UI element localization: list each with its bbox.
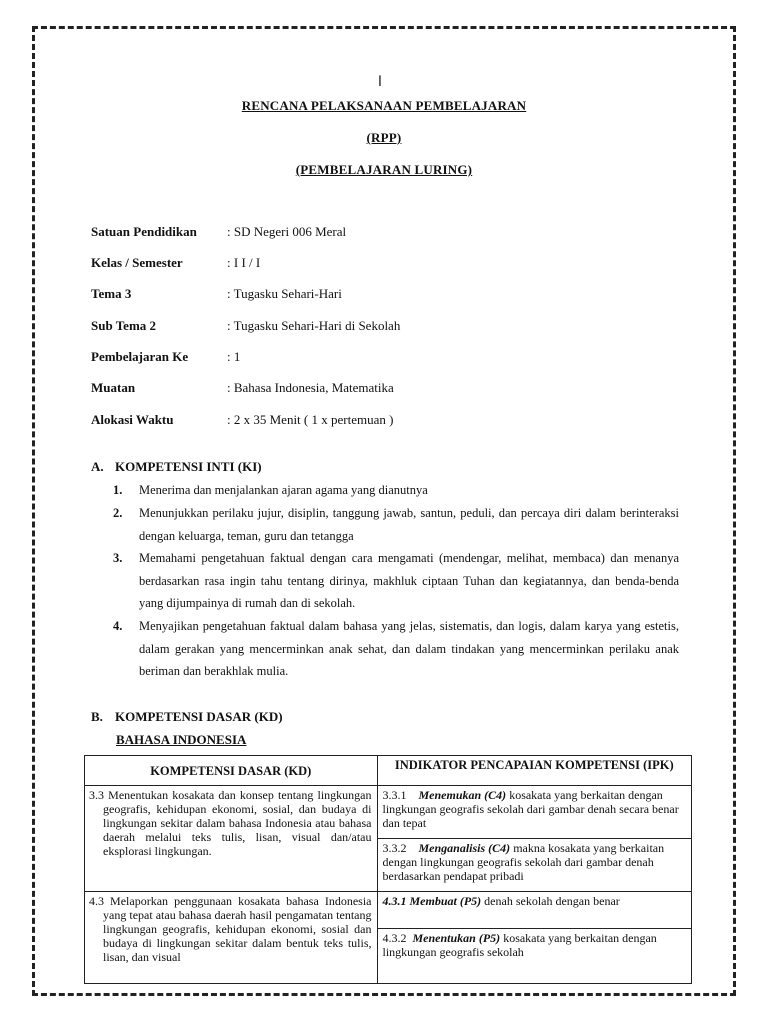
ki-text: Menerima dan menjalankan ajaran agama yang dianutnya [139, 483, 428, 497]
subject-heading: BAHASA INDONESIA [116, 732, 247, 747]
kd-3-3: 3.3 Menentukan kosakata dan konsep tentang lingkungan geografis, kehidupan ekonomi, sosial, dan budaya di lingkungan sekitar dalam bahasa Indonesia atau bahasa daerah melalui teks tulis, lisan, visual dan/atau eksplorasi lingkungan. [85, 786, 378, 892]
identity-label: Muatan [91, 380, 136, 395]
ipk-3-3-2: 3.3.2 Menganalisis (C4) makna kosakata yang berkaitan dengan lingkungan geografis sekolah dari gambar denah berdasarkan pendapat pribadi [377, 839, 692, 892]
identity-value: : Tugasku Sehari-Hari [227, 286, 342, 301]
ki-text: Menunjukkan perilaku jujur, disiplin, tanggung jawab, santun, peduli, dan percaya diri dalam berinteraksi dengan keluarga, teman, guru dan tetangga [139, 506, 679, 543]
identity-value: : 1 [227, 349, 241, 364]
section-a-heading: A. KOMPETENSI INTI (KI) [91, 459, 262, 474]
ki-text: Memahami pengetahuan faktual dengan cara mengamati (mendengar, melihat, membaca) dan menanya berdasarkan rasa ingin tahu tentang dirinya, makhluk ciptaan Tuhan dan kegiatannya, dan benda-benda yang dijumpainya di rumah dan di sekolah. [139, 551, 679, 610]
kd-table [84, 755, 692, 984]
identity-label: Tema 3 [91, 286, 132, 301]
identity-label: Alokasi Waktu [91, 412, 174, 427]
ipk-column-header: INDIKATOR PENCAPAIAN KOMPETENSI (IPK) [377, 756, 692, 786]
ipk-4-3-1: 4.3.1 Membuat (P5) denah sekolah dengan benar [377, 892, 692, 929]
ki-text: Menyajikan pengetahuan faktual dalam bahasa yang jelas, sistematis, dan logis, dalam karya yang estetis, dalam gerakan yang mencerminkan anak sehat, dan dalam tindakan yang mencerminkan perilaku anak beriman dan berakhlak mulia. [139, 619, 679, 678]
document-subtitle: (RPP) [366, 130, 402, 145]
identity-label: Satuan Pendidikan [91, 224, 197, 239]
identity-label: Pembelajaran Ke [91, 349, 189, 364]
ki-number: 4. [113, 619, 123, 633]
kd-column-header: KOMPETENSI DASAR (KD) [85, 756, 378, 786]
identity-value: : Tugasku Sehari-Hari di Sekolah [227, 318, 401, 333]
identity-value: : SD Negeri 006 Meral [227, 224, 347, 239]
ki-number: 1. [113, 483, 123, 497]
identity-label: Kelas / Semester [91, 255, 183, 270]
document-title: RENCANA PELAKSANAAN PEMBELAJARAN [241, 98, 527, 113]
document-mode: (PEMBELAJARAN LURING) [295, 162, 473, 177]
arabic-mark: ا [378, 75, 382, 90]
kd-4-3: 4.3 Melaporkan penggunaan kosakata bahasa Indonesia yang tepat atau bahasa daerah hasil pengamatan tentang lingkungan geografis, kehidupan ekonomi, sosial dan budaya di lingkungan sekitar dalam bentuk teks tulis, lisan, dan visual [85, 892, 378, 984]
ipk-4-3-2: 4.3.2 Menentukan (P5) kosakata yang berkaitan dengan lingkungan geografis sekolah [377, 929, 692, 984]
identity-value: : Bahasa Indonesia, Matematika [227, 380, 394, 395]
section-b-heading: B. KOMPETENSI DASAR (KD) [91, 709, 283, 724]
ki-number: 2. [113, 506, 123, 520]
identity-value: : I I / I [227, 255, 261, 270]
identity-value: : 2 x 35 Menit ( 1 x pertemuan ) [227, 412, 394, 427]
ipk-3-3-1: 3.3.1 Menemukan (C4) kosakata yang berkaitan dengan lingkungan geografis sekolah dari gambar denah secara benar dan tepat [377, 786, 692, 839]
identity-label: Sub Tema 2 [91, 318, 157, 333]
ki-number: 3. [113, 551, 123, 565]
